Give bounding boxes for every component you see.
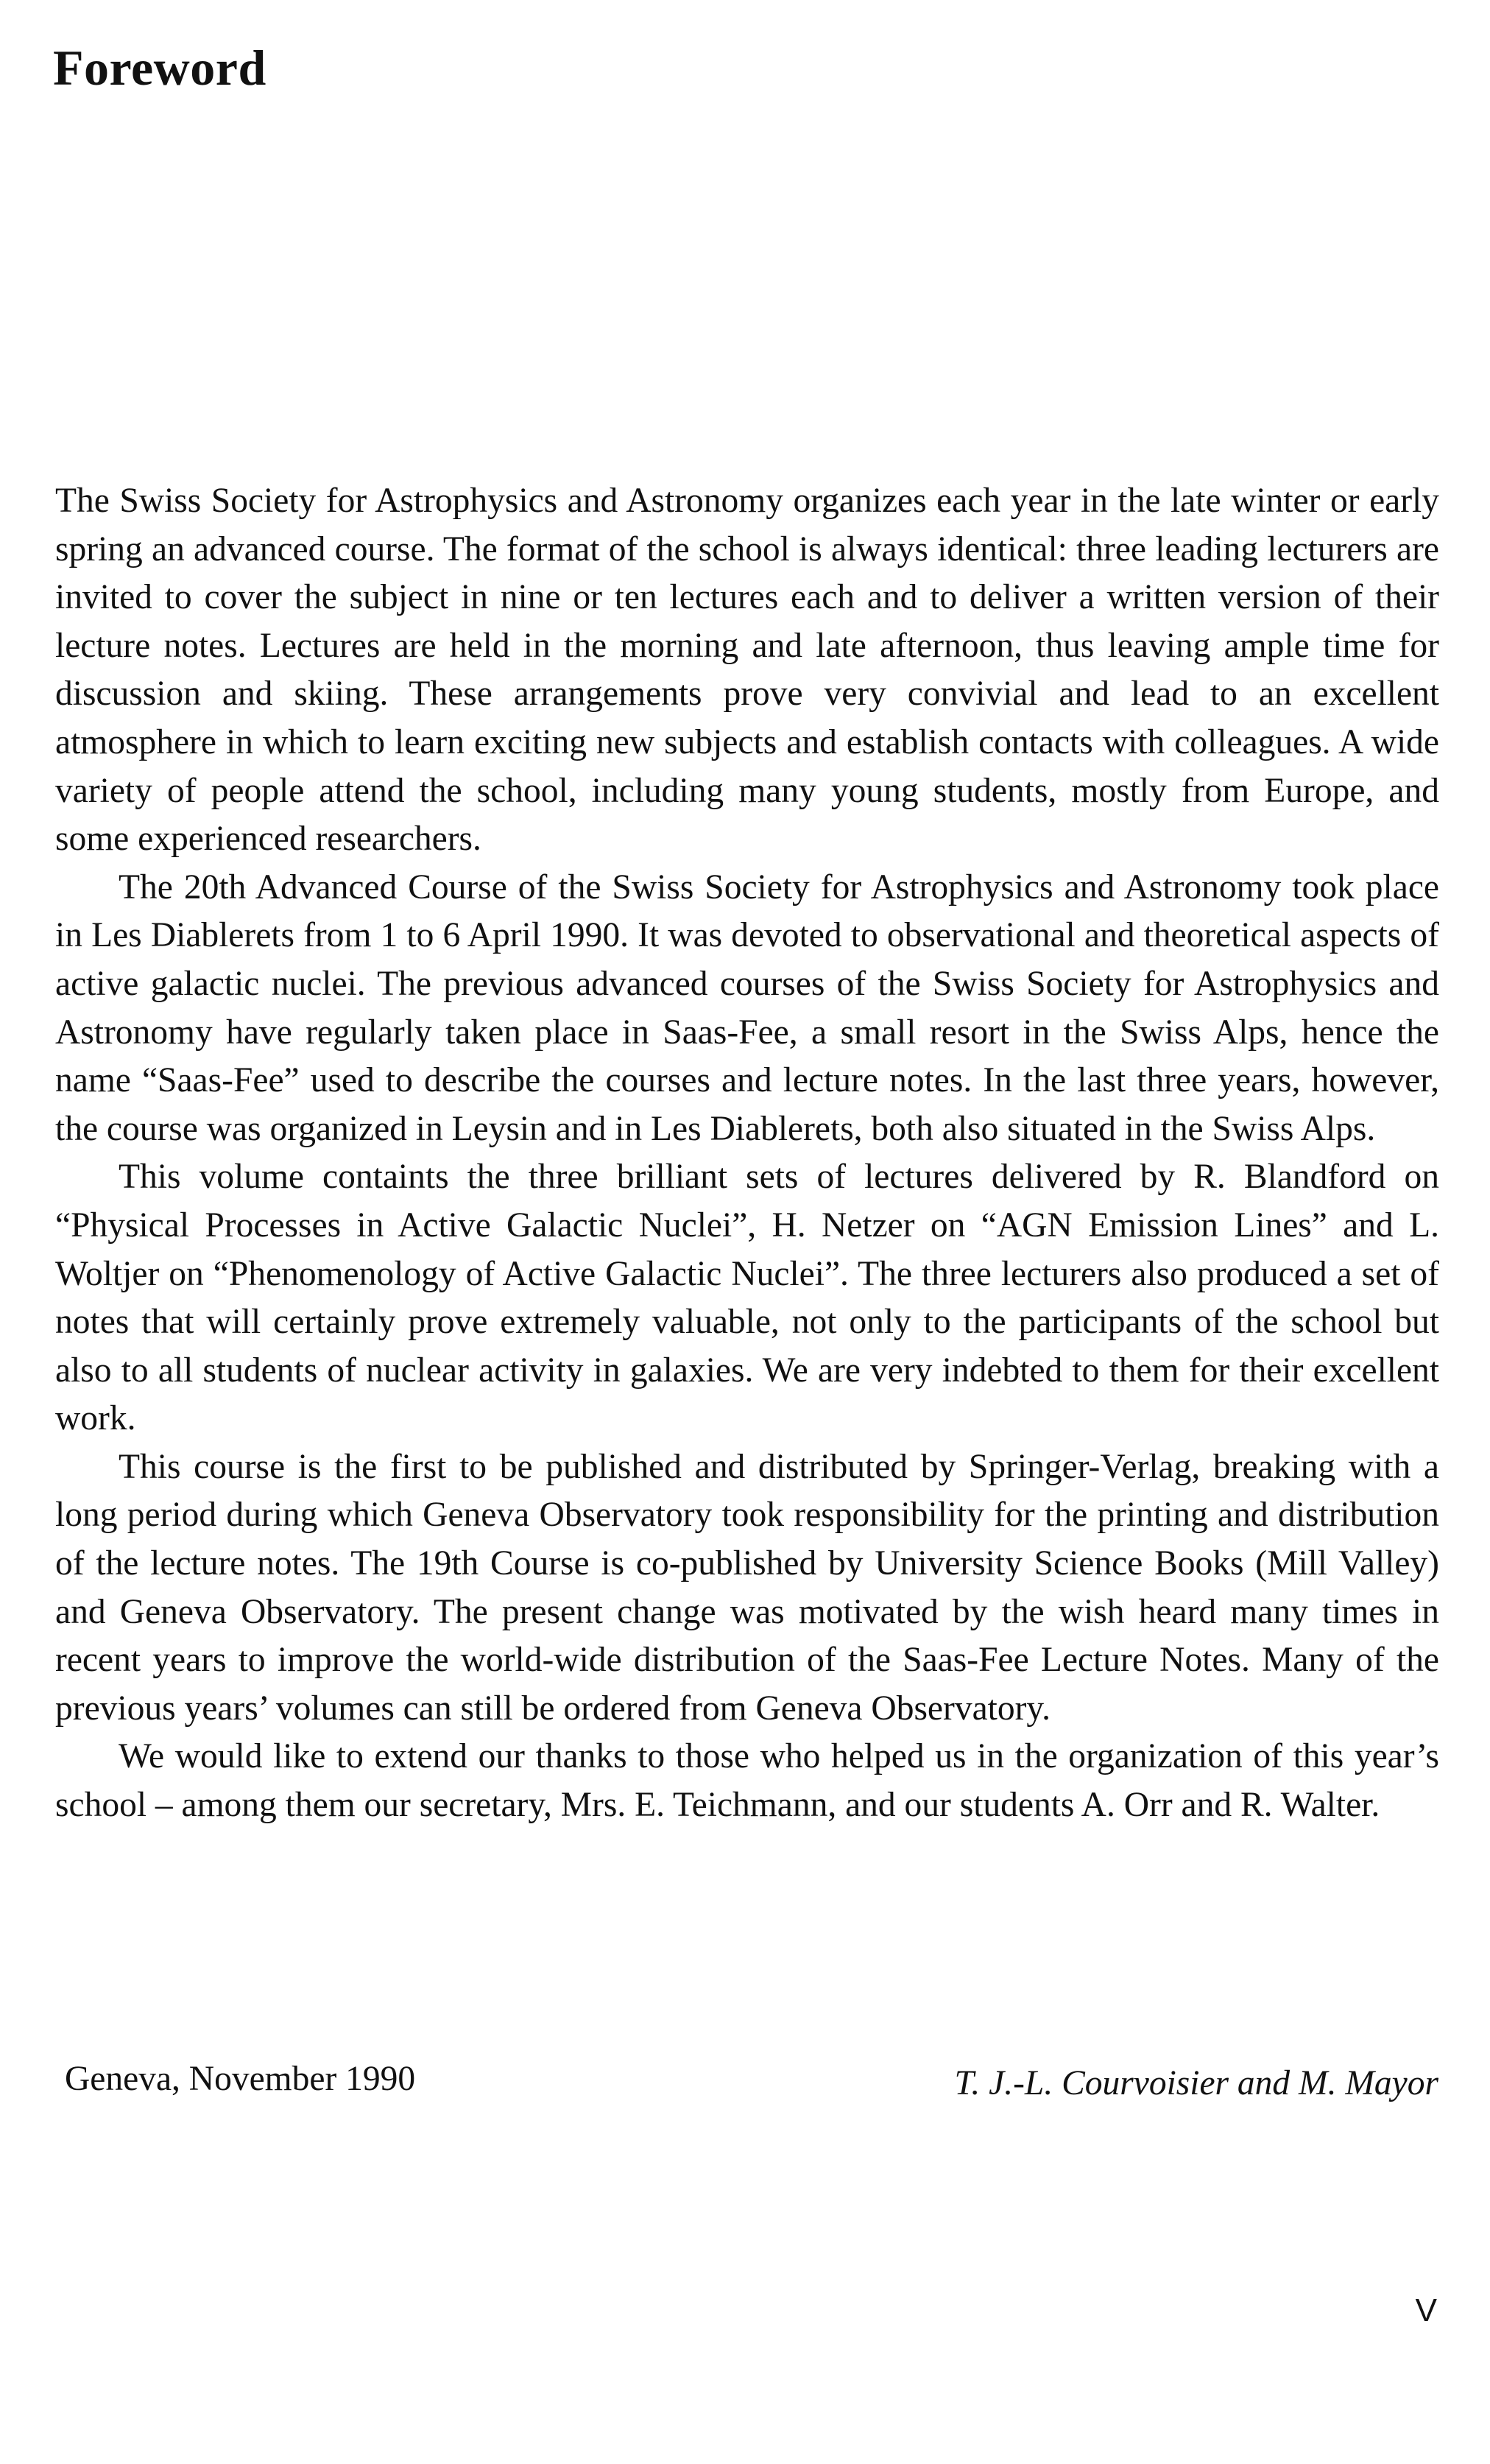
paragraph-publication: This course is the first to be published and distributed by Springer-Verlag, breaking with a long period during which Geneva Observatory took responsibility for the printing and distribution of the lecture notes. The 19th Course is co-published by University Science Books (Mill Valley) and Geneva Observatory. The present change was motivated by the wish heard many times in recent years to improve the world-wide distribution of the Saas-Fee Lecture Notes. Many of the previous years’ volumes can still be ordered from Geneva Observatory.: [55, 1447, 1439, 1728]
paragraph-intro: The Swiss Society for Astrophysics and Astronomy organizes each year in the late winter or early spring an advanced course. The format of the school is always identical: three leading lecturers are invited to cover the subject in nine or ten lectures each and to deliver a written version of their lecture notes. Lectures are held in the morning and late afternoon, thus leaving ample time for discussion and skiing. These arrangements prove very convivial and lead to an excellent atmosphere in which to learn exciting new subjects and establish contacts with colleagues. A wide variety of people attend the school, including many young students, mostly from Europe, and some experienced researchers.: [55, 482, 1439, 859]
paragraph-course-history: The 20th Advanced Course of the Swiss Society for Astrophysics and Astronomy took place in Les Diablerets from 1 to 6 April 1990. It was devoted to observational and theoretical aspects of active galactic nuclei. The previous advanced courses of the Swiss Society for Astrophysics and Astronomy have regularly taken place in Saas-Fee, a small resort in the Swiss Alps, hence the name “Saas-Fee” used to describe the courses and lecture notes. In the last three years, however, the course was organized in Leysin and in Les Diablerets, both also situated in the Swiss Alps.: [55, 867, 1439, 1148]
foreword-body: [55, 477, 1439, 1830]
signoff-place-date: Geneva, November 1990: [65, 2060, 416, 2098]
signoff-authors: T. J.-L. Courvoisier and M. Mayor: [954, 2064, 1438, 2102]
page-title: Foreword: [53, 40, 266, 96]
paragraph-volume-contents: This volume containts the three brilliant sets of lectures delivered by R. Blandford on “Physical Processes in Active Galactic Nuclei”, H. Netzer on “AGN Emission Lines” and L. Woltjer on “Phenomenology of Active Galactic Nuclei”. The three lecturers also produced a set of notes that will certainly prove extremely valuable, not only to the participants of the school but also to all students of nuclear activity in galaxies. We are very indebted to them for their excellent work.: [55, 1158, 1439, 1438]
page-number: V: [1415, 2292, 1437, 2329]
paragraph-acknowledgements: We would like to extend our thanks to those who helped us in the organization of this year’s school – among them our secretary, Mrs. E. Teichmann, and our students A. Orr and R. Walter.: [55, 1737, 1439, 1825]
